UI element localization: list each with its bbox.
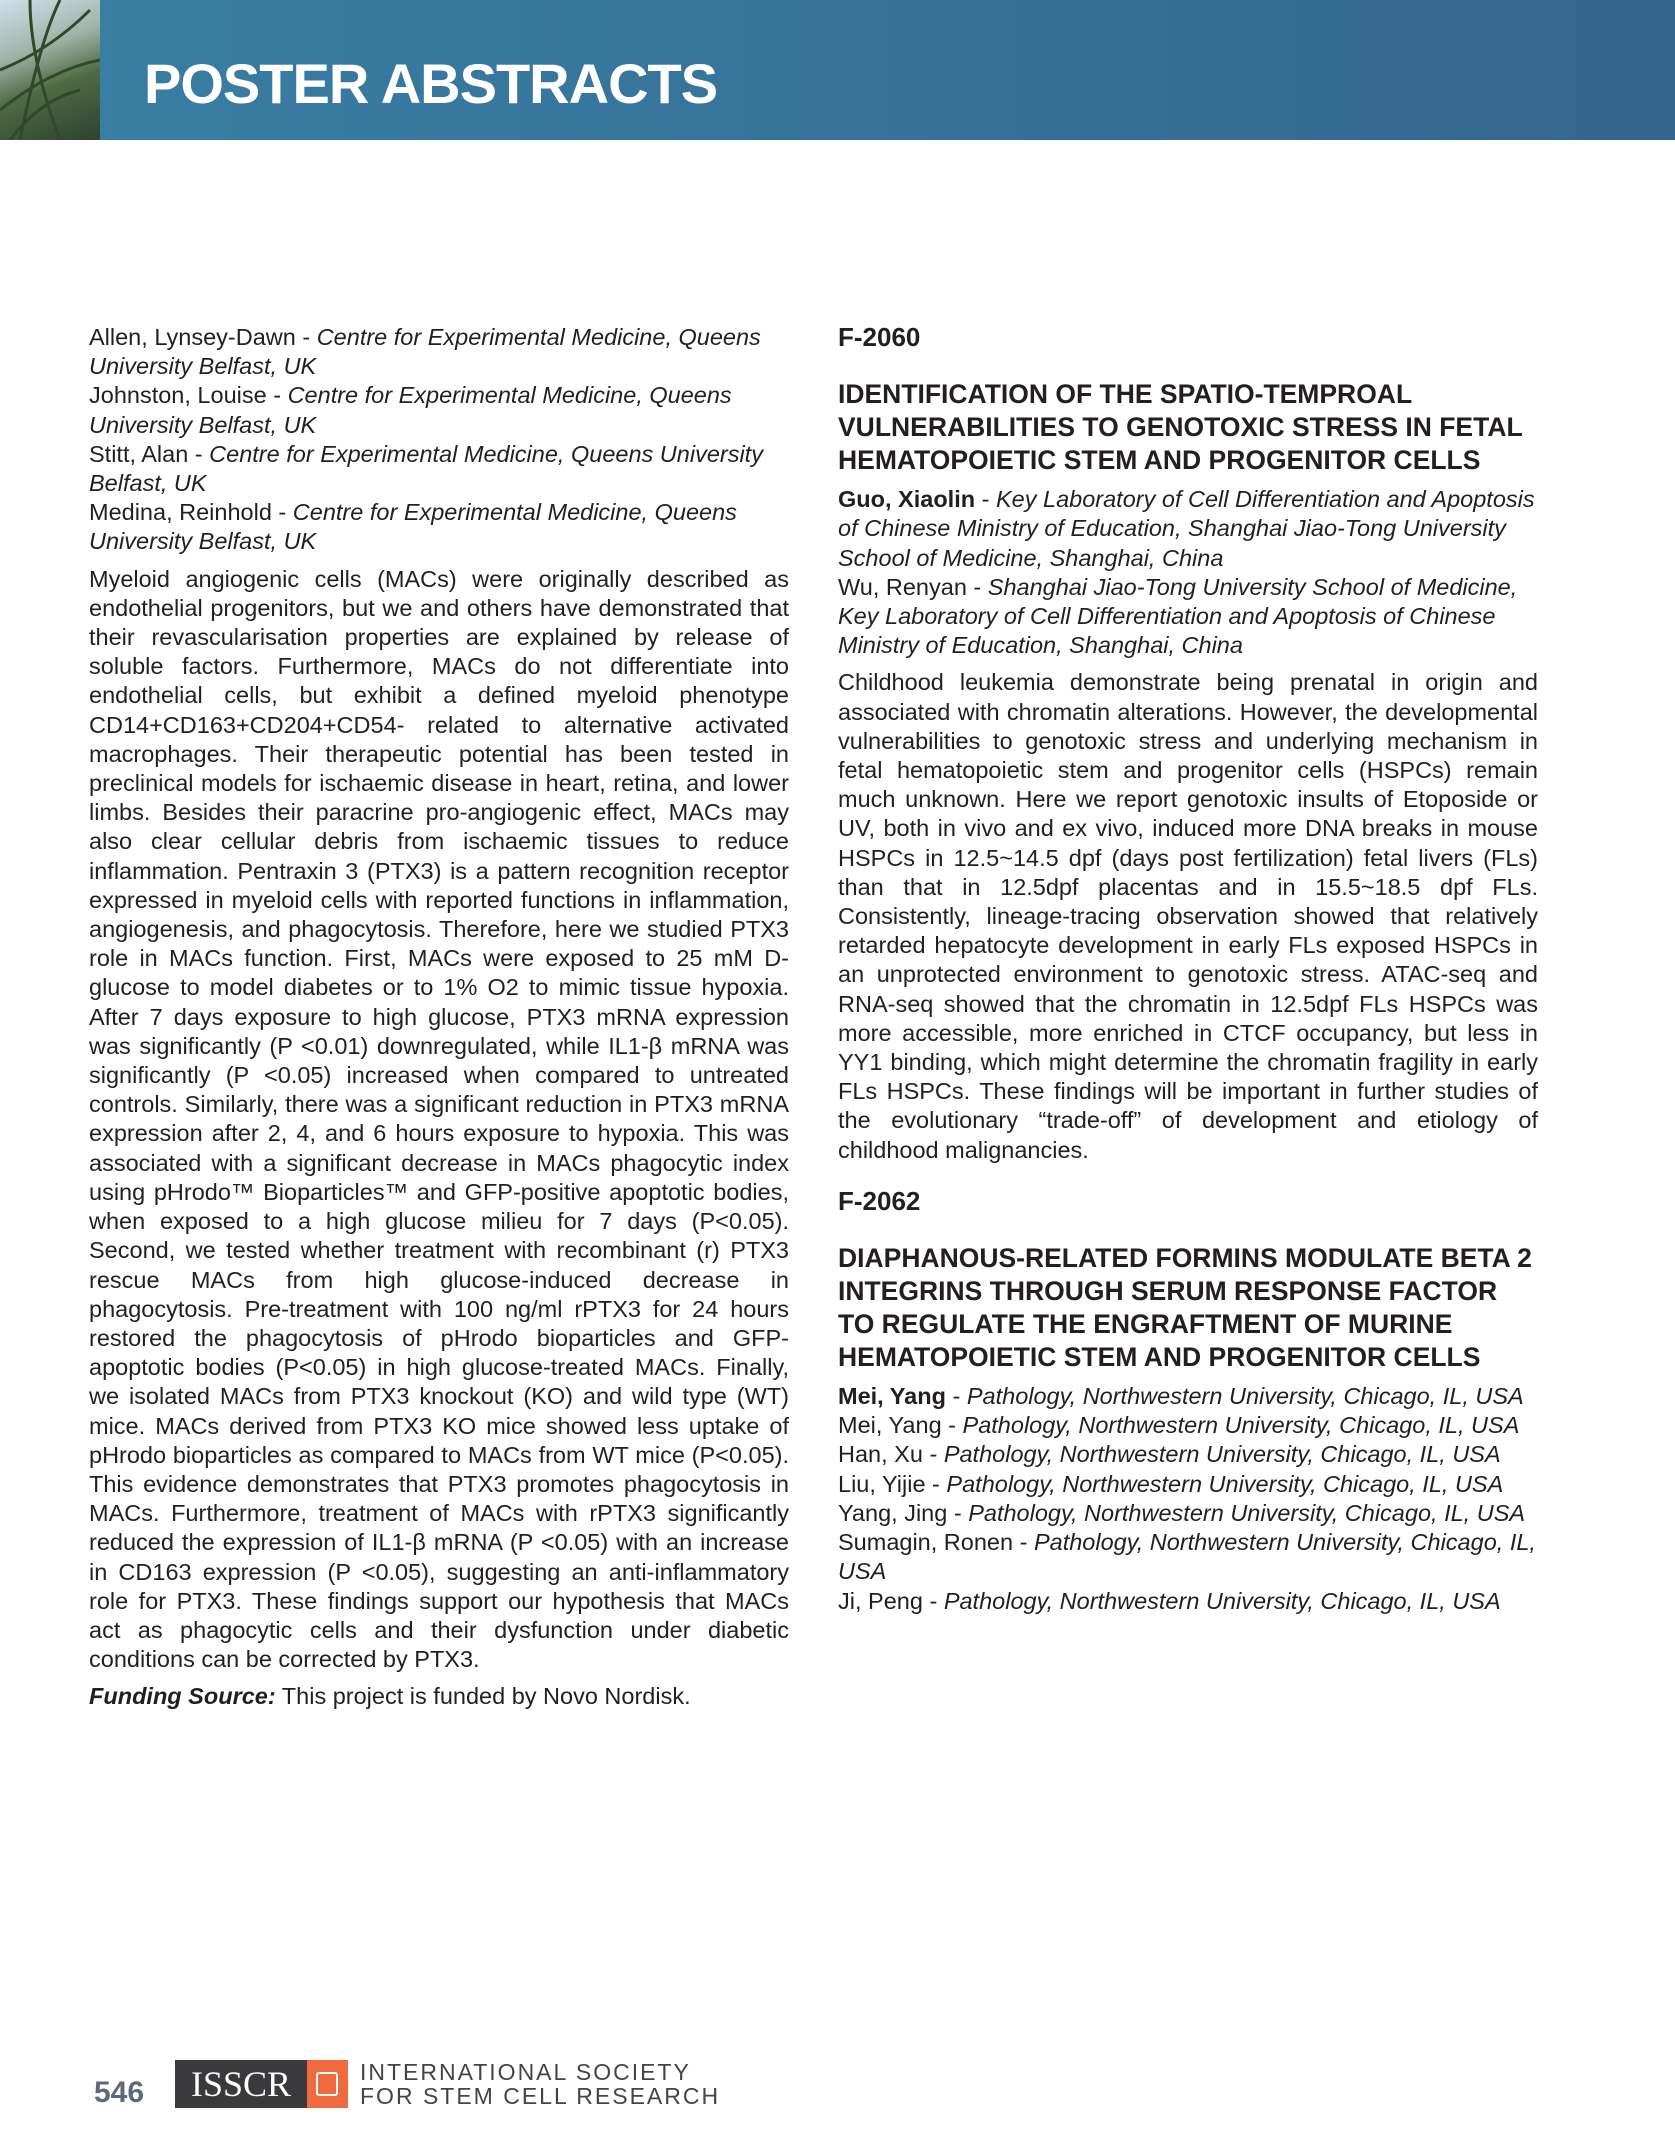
separator: - (922, 1441, 944, 1468)
author-entry (89, 381, 789, 439)
separator: - (295, 324, 317, 350)
author-affiliation: Centre for Experimental Medicine, Queens University Belfast, UK (89, 440, 763, 497)
author-list (89, 323, 789, 557)
author-affiliation: Pathology, Northwestern University, Chicago, IL, USA (943, 1587, 1501, 1614)
author-affiliation: Pathology, Northwestern University, Chicago, IL, USA (946, 1470, 1504, 1497)
author-entry (838, 1470, 1538, 1499)
author-entry (838, 573, 1538, 661)
author-name: Mei, Yang (838, 1383, 946, 1410)
org-line-1: INTERNATIONAL SOCIETY (360, 2059, 691, 2085)
author-name: Johnston, Louise (89, 382, 267, 409)
author-affiliation: Shanghai Jiao-Tong University School of Medicine, Key Laboratory of Cell Differentiation and Apoptosis of Chinese Ministry of Education, Shanghai, China (838, 573, 1518, 659)
isscr-logo-emblem-icon (307, 2060, 348, 2108)
author-list (838, 1382, 1538, 1616)
author-affiliation: Pathology, Northwestern University, Chicago, IL, USA (968, 1499, 1526, 1526)
page-number: 546 (94, 2076, 145, 2109)
author-entry (838, 1528, 1538, 1586)
author-list (838, 485, 1538, 660)
author-name: Medina, Reinhold (89, 499, 272, 526)
author-entry (838, 1499, 1538, 1528)
separator: - (941, 1412, 963, 1439)
author-name: Liu, Yijie (838, 1470, 926, 1497)
author-entry (89, 498, 789, 556)
author-name: Allen, Lynsey-Dawn (89, 324, 296, 350)
author-entry (838, 485, 1538, 573)
author-name: Ji, Peng (838, 1587, 923, 1614)
author-affiliation: Key Laboratory of Cell Differentiation and Apoptosis of Chinese Ministry of Education, Shanghai Jiao-Tong University School of Medicine, Shanghai, China (838, 486, 1535, 571)
author-affiliation: Pathology, Northwestern University, Chicago, IL, USA (966, 1383, 1524, 1410)
author-affiliation: Pathology, Northwestern University, Chicago, IL, USA (838, 1529, 1536, 1585)
left-column (89, 323, 789, 1712)
abstract-body: Childhood leukemia demonstrate being prenatal in origin and associated with chromatin alterations. However, the developmental vulnerabilities to genotoxic stress and underlying mechanism in fetal hematopoietic stem and progenitor cells (HSPCs) remain much unknown. Here we report genotoxic insults of Etoposide or UV, both in vivo and ex vivo, induced more DNA breaks in mouse HSPCs in 12.5~14.5 dpf (days post fertilization) fetal livers (FLs) than that in 12.5dpf placentas and in 15.5~18.5 dpf FLs. Consistently, lineage-tracing observation showed that relatively retarded hepatocyte development in early FLs exposed HSPCs in an unprotected environment to genotoxic stress. ATAC-seq and RNA-seq showed that the chromatin in 12.5dpf FLs HSPCs was more accessible, more enriched in CTCF occupancy, but less in YY1 binding, which might determine the chromatin fragility in early FLs HSPCs. These findings will be important in further studies of the evolutionary “trade-off” of development and etiology of childhood malignancies. (838, 669, 1538, 1163)
author-entry (838, 1587, 1538, 1616)
separator: - (271, 499, 293, 526)
palm-tree-image (0, 0, 100, 140)
author-entry (89, 440, 789, 498)
author-affiliation: Pathology, Northwestern University, Chicago, IL, USA (943, 1441, 1501, 1468)
author-affiliation: Centre for Experimental Medicine, Queens University Belfast, UK (89, 382, 732, 438)
author-entry (838, 1382, 1538, 1411)
abstract-code: F-2060 (838, 322, 921, 352)
organization-name (360, 2060, 720, 2108)
org-line-2: FOR STEM CELL RESEARCH (360, 2083, 721, 2109)
author-entry (89, 323, 789, 381)
right-column (838, 323, 1538, 1616)
author-affiliation: Centre for Experimental Medicine, Queens University Belfast, UK (89, 324, 761, 380)
author-name: Yang, Jing (838, 1499, 948, 1526)
separator: - (975, 486, 996, 513)
header-banner (0, 0, 1675, 140)
abstract-title: DIAPHANOUS-RELATED FORMINS MODULATE BETA 2 INTEGRINS THROUGH SERUM RESPONSE FACTOR TO REGULATE THE ENGRAFTMENT OF MURINE HEMATOPOIETIC STEM AND PROGENITOR CELLS (838, 1243, 1532, 1373)
separator: - (945, 1383, 967, 1410)
separator: - (266, 382, 288, 409)
author-name: Guo, Xiaolin (838, 486, 976, 513)
author-name: Sumagin, Ronen (838, 1529, 1014, 1556)
funding-source (89, 1682, 789, 1711)
isscr-logo: ISSCR (175, 2060, 307, 2108)
abstract-code: F-2062 (838, 1185, 921, 1216)
separator: - (947, 1499, 969, 1526)
separator: - (922, 1587, 944, 1614)
separator: - (188, 440, 210, 467)
separator: - (925, 1470, 947, 1497)
author-name: Han, Xu (838, 1441, 923, 1468)
page-section-title: POSTER ABSTRACTS (144, 52, 718, 115)
separator: - (966, 573, 988, 600)
author-name: Mei, Yang (838, 1412, 942, 1439)
abstract-title: IDENTIFICATION OF THE SPATIO-TEMPROAL VULNERABILITIES TO GENOTOXIC STRESS IN FETAL HEMATOPOIETIC STEM AND PROGENITOR CELLS (838, 379, 1523, 476)
funding-text: This project is funded by Novo Nordisk. (281, 1683, 691, 1710)
separator: - (1013, 1529, 1034, 1556)
abstract-body: Myeloid angiogenic cells (MACs) were originally described as endothelial progenitors, but we and others have demonstrated that their revascularisation properties are explained by release of soluble factors. Furthermore, MACs do not differentiate into endothelial cells, but exhibit a defined myeloid phenotype CD14+CD163+CD204+CD54- related to alternative activated macrophages. Their therapeutic potential has been tested in preclinical models for ischaemic disease in heart, retina, and lower limbs. Besides their paracrine pro-angiogenic effect, MACs may also clear cellular debris from ischaemic tissues to reduce inflammation. Pentraxin 3 (PTX3) is a pattern recognition receptor expressed in myeloid cells with reported functions in inflammation, angiogenesis, and phagocytosis. Therefore, here we studied PTX3 role in MACs function. First, MACs were exposed to 25 mM D-glucose to model diabetes or to 1% O2 to mimic tissue hypoxia. After 7 days exposure to high glucose, PTX3 mRNA expression was significantly (P <0.01) downregulated, while IL1-β mRNA was significantly (P <0.05) increased when compared to untreated controls. Similarly, there was a significant reduction in PTX3 mRNA expression after 2, 4, and 6 hours exposure to hypoxia. This was associated with a significant decrease in MACs phagocytic index using pHrodo™ Bioparticles™ and GFP-positive apoptotic bodies, when exposed to a high glucose milieu for 7 days (P<0.05). Second, we tested whether treatment with recombinant (r) PTX3 rescue MACs from high glucose-induced decrease in phagocytosis. Pre-treatment with 100 ng/ml rPTX3 for 24 hours restored the phagocytosis of pHrodo bioparticles and GFP-apoptotic bodies (P<0.05) in high glucose-treated MACs. Finally, we isolated MACs from PTX3 knockout (KO) and wild type (WT) mice. MACs derived from PTX3 KO mice showed less uptake of pHrodo bioparticles as compared to MACs from WT mice (P<0.05). This evidence demonstrates that PTX3 promotes phagocytosis in MACs. Furthermore, treatment of MACs with rPTX3 significantly reduced the expression of IL1-β mRNA (P <0.05) with an increase in CD163 expression (P <0.05), suggesting an anti-inflammatory role for PTX3. These findings support our hypothesis that MACs act as phagocytic cells and their dysfunction under diabetic conditions can be corrected by PTX3. (89, 565, 789, 1673)
author-name: Stitt, Alan (89, 440, 189, 467)
funding-label: Funding Source: (89, 1683, 276, 1710)
author-entry (838, 1440, 1538, 1469)
author-name: Wu, Renyan (838, 573, 967, 600)
author-affiliation: Pathology, Northwestern University, Chicago, IL, USA (962, 1412, 1520, 1439)
author-entry (838, 1411, 1538, 1440)
author-affiliation: Centre for Experimental Medicine, Queens University Belfast, UK (89, 499, 737, 555)
